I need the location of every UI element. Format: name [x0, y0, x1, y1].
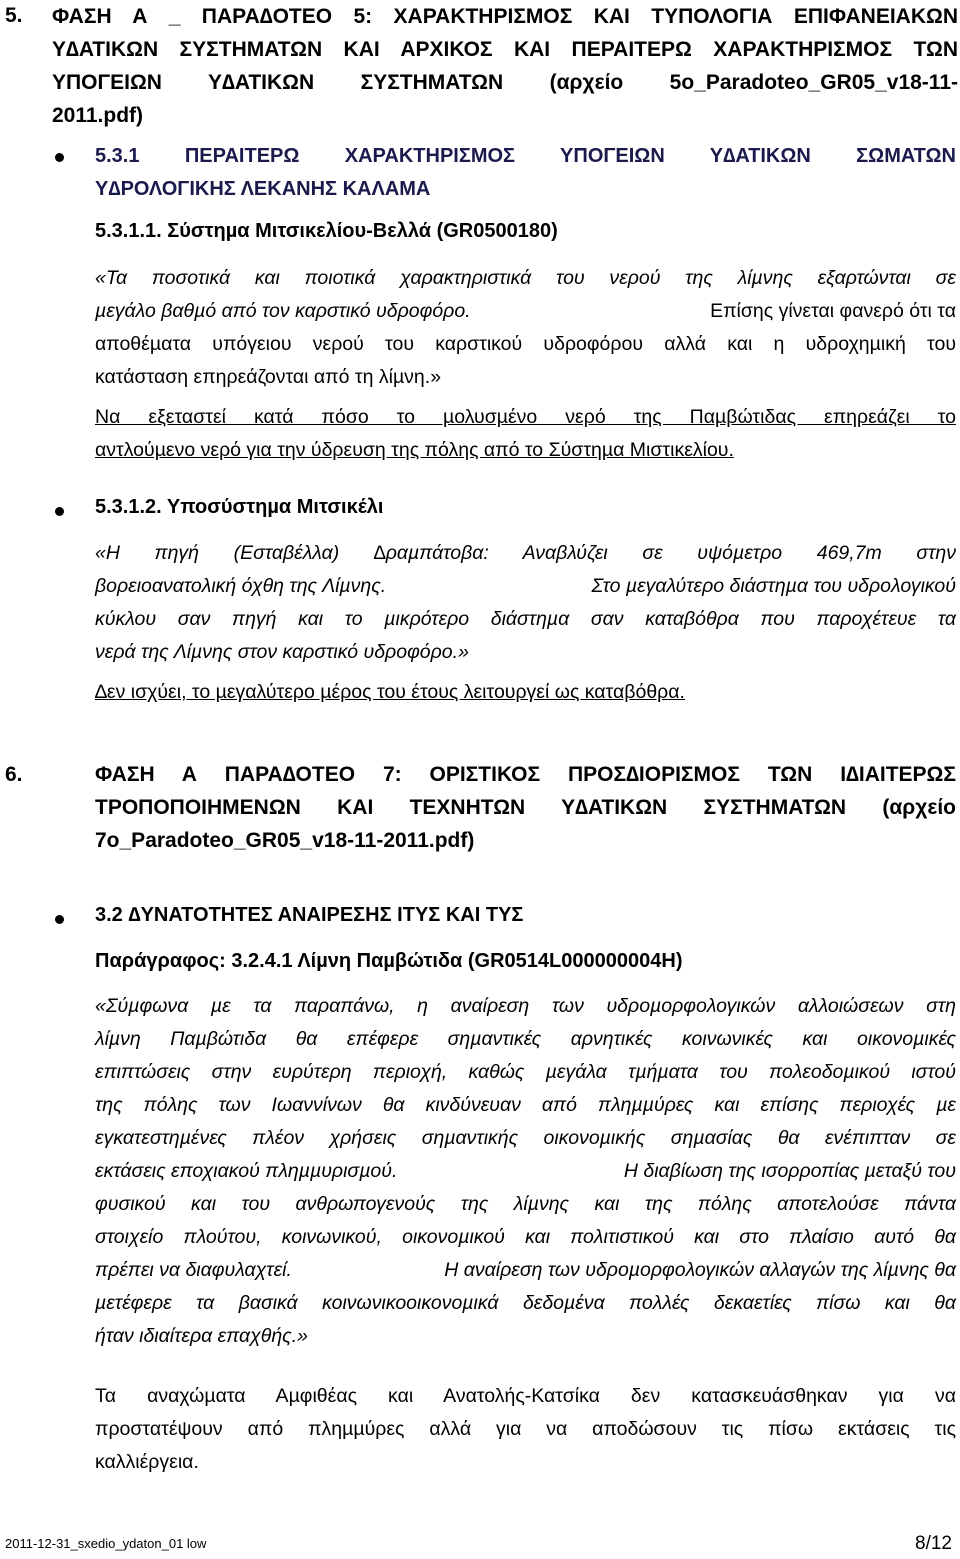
quote-line: «Η πηγή (Εσταβέλλα) ∆ραµπάτοβα: Αναβλύζει σε υψόµετρο 469,7m στην [95, 542, 956, 564]
quote-5311 [95, 262, 956, 394]
quote-line [95, 1155, 956, 1188]
quote-line [95, 570, 956, 603]
section-6-title [95, 758, 956, 857]
quote-line: φυσικού και του ανθρωπογενούς της λίµνης και της πόλης αποτελούσε πάντα [95, 1193, 956, 1215]
closing-line: καλλιέργεια. [95, 1451, 199, 1473]
section-5-title [52, 0, 958, 132]
quote-line: «Σύµφωνα µε τα παραπάνω, η αναίρεση των υδροµορφολογικών αλλοιώσεων στη [95, 995, 956, 1017]
quote-line: κύκλου σαν πηγή και το µικρότερο διάστηµα σαν καταβόθρα που παροχέτευε τα [95, 608, 956, 630]
closing-line: Τα αναχώµατα Αµφιθέας και Ανατολής-Κατσίκα δεν κατασκευάσθηκαν για να [95, 1385, 956, 1407]
quote-fragment: µεγάλο βαθµό από τον καρστικό υδροφόρο. [95, 300, 471, 322]
quote-line: επιπτώσεις στην ευρύτερη περιοχή, καθώς µεγάλα τµήµατα του πολεοδοµικού ιστού [95, 1061, 956, 1083]
page-number: 8/12 [915, 1533, 952, 1554]
quote-line: στοιχείο πλούτου, κοινωνικού, οικονοµικού και πολιτιστικού και στο πλαίσιο αυτό θα [95, 1226, 956, 1248]
quote-line: λίµνη Παµβώτιδα θα επέφερε σηµαντικές αρνητικές κοινωνικές και οικονοµικές [95, 1028, 956, 1050]
quote-line: νερά της Λίµνης στον καρστικό υδροφόρο.» [95, 641, 469, 663]
quote-fragment: Η διαβίωση της ισορροπίας µεταξύ του [623, 1160, 956, 1182]
quote-fragment: εκτάσεις εποχιακού πληµµυρισµού. [95, 1160, 398, 1182]
closing-paragraph [95, 1380, 956, 1479]
section-5-title-line: ΦΑΣΗ Α _ ΠΑΡΑ∆ΟΤΕΟ 5: ΧΑΡΑΚΤΗΡΙΣΜΟΣ ΚΑΙ ΤΥΠΟΛΟΓΙΑ ΕΠΙΦΑΝΕΙΑΚΩΝ [52, 5, 958, 28]
closing-line: προστατέψουν από πληµµύρες αλλά για να αποδώσουν τις πίσω εκτάσεις τις [95, 1418, 956, 1440]
quote-line [95, 295, 956, 328]
comment-line: ∆εν ισχύει, το µεγαλύτερο µέρος του έτους λειτουργεί ως καταβόθρα. [95, 681, 685, 703]
section-6-title-line: 7o_Paradoteo_GR05_v18-11-2011.pdf) [95, 829, 475, 852]
section-6-title-line: ΦΑΣΗ Α ΠΑΡΑ∆ΟΤΕΟ 7: ΟΡΙΣΤΙΚΟΣ ΠΡΟΣ∆ΙΟΡΙΣΜΟΣ ΤΩΝ Ι∆ΙΑΙΤΕΡΩΣ [95, 763, 956, 786]
comment-5311 [95, 401, 956, 467]
quote-fragment: Η αναίρεση των υδροµορφολογικών αλλαγών της λίµνης θα [444, 1259, 956, 1281]
section-6-title-line: ΤΡΟΠΟΠΟΙΗΜΕΝΩΝ ΚΑΙ ΤΕΧΝΗΤΩΝ Υ∆ΑΤΙΚΩΝ ΣΥΣΤΗΜΑΤΩΝ (αρχείο [95, 796, 956, 819]
subsection-531-title [95, 140, 956, 206]
subsection-5312-heading: 5.3.1.2. Υποσύστηµα Μιτσικέλι [95, 496, 384, 518]
quote-fragment: βορειοανατολική όχθη της Λίµνης. [95, 575, 387, 597]
section-5-number: 5. [5, 4, 23, 27]
comment-5312 [95, 676, 956, 709]
subsection-531-title-line: Υ∆ΡΟΛΟΓΙΚΗΣ ΛΕΚΑΝΗΣ ΚΑΛΑΜΑ [95, 178, 431, 200]
quote-line: αποθέµατα υπόγειου νερού του καρστικού υδροφόρου αλλά και η υδροχηµική του [95, 333, 956, 355]
section-5-title-line: 2011.pdf) [52, 104, 144, 127]
quote-line: ήταν ιδιαίτερα επαχθής.» [95, 1325, 308, 1347]
quote-32 [95, 990, 956, 1353]
bullet-icon [55, 153, 64, 162]
paragraph-heading: Παράγραφος: 3.2.4.1 Λίµνη Παµβώτιδα (GR0514L000000004H) [95, 950, 683, 972]
section-5-title-line: ΥΠΟΓΕΙΩΝ Υ∆ΑΤΙΚΩΝ ΣΥΣΤΗΜΑΤΩΝ (αρχείο 5o_Paradoteo_GR05_v18-11- [52, 71, 958, 94]
footer-filename: 2011-12-31_sxedio_ydaton_01 low [5, 1536, 207, 1551]
quote-fragment: Στο µεγαλύτερο διάστηµα του υδρολογικού [591, 575, 956, 597]
comment-line: αντλούµενο νερό για την ύδρευση της πόλης από το Σύστηµα Μιστικελίου. [95, 439, 734, 461]
quote-line: της πόλης των Ιωαννίνων θα κινδύνευαν από πληµµύρες και επίσης περιοχές µε [95, 1094, 956, 1116]
section-6-number: 6. [5, 763, 23, 786]
quote-line: εγκατεστηµένες πλέον χρήσεις σηµαντικής οικονοµικής σηµασίας θα ενέπιπταν σε [95, 1127, 956, 1149]
quote-line [95, 1254, 956, 1287]
bullet-icon [55, 507, 64, 516]
quote-5312 [95, 537, 956, 669]
quote-line: κατάσταση επηρεάζονται από τη λίµνη.» [95, 366, 442, 388]
section-5-title-line: Υ∆ΑΤΙΚΩΝ ΣΥΣΤΗΜΑΤΩΝ ΚΑΙ ΑΡΧΙΚΟΣ ΚΑΙ ΠΕΡΑΙΤΕΡΩ ΧΑΡΑΚΤΗΡΙΣΜΟΣ ΤΩΝ [52, 38, 958, 61]
quote-fragment: πρέπει να διαφυλαχτεί. [95, 1259, 292, 1281]
subsection-531-title-line: 5.3.1 ΠΕΡΑΙΤΕΡΩ ΧΑΡΑΚΤΗΡΙΣΜΟΣ ΥΠΟΓΕΙΩΝ Υ∆ΑΤΙΚΩΝ ΣΩΜΑΤΩΝ [95, 145, 956, 167]
quote-fragment-upright: Επίσης γίνεται φανερό ότι τα [710, 300, 956, 322]
quote-line: µετέφερε τα βασικά κοινωνικοοικονοµικά δεδοµένα πολλές δεκαετίες πίσω και θα [95, 1292, 956, 1314]
quote-line: «Τα ποσοτικά και ποιοτικά χαρακτηριστικά του νερού της λίµνης εξαρτώνται σε [95, 267, 956, 289]
subsection-32-heading: 3.2 ∆ΥΝΑΤΟΤΗΤΕΣ ΑΝΑΙΡΕΣΗΣ ΙΤΥΣ ΚΑΙ ΤΥΣ [95, 904, 524, 926]
bullet-icon [55, 915, 64, 924]
subsection-5311-heading: 5.3.1.1. Σύστηµα Μιτσικελίου-Βελλά (GR0500180) [95, 220, 558, 242]
comment-line: Να εξεταστεί κατά πόσο το µολυσµένο νερό της Παµβώτιδας επηρεάζει το [95, 406, 956, 428]
